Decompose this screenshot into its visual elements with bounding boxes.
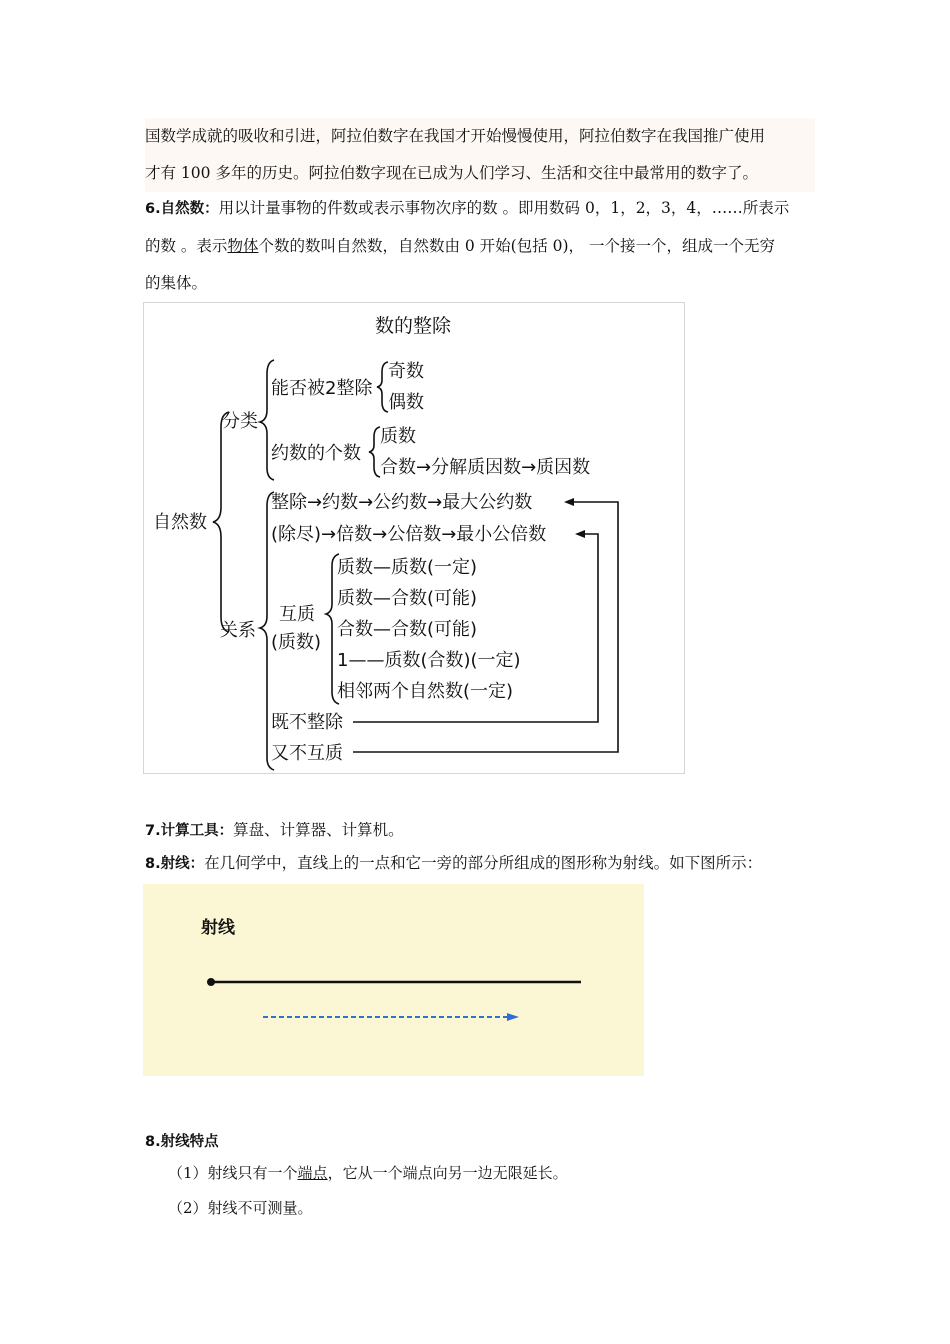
- node-composite-chain: 合数→分解质因数→质因数: [380, 457, 591, 478]
- sec8-label: 8.射线: [145, 856, 190, 872]
- section-ray: 8.射线：在几何学中，直线上的一点和它一旁的部分所组成的图形称为射线。如下图所示：: [145, 854, 763, 872]
- ray-figure-label: 射线: [201, 918, 235, 938]
- node-coprime-sub: (质数): [271, 632, 322, 653]
- intro-line-2: 才有 100 多年的历史。阿拉伯数字现在已成为人们学习、生活和交往中最常用的数字了。: [145, 155, 815, 192]
- coprime-item-4: 1——质数(合数)(一定): [337, 650, 521, 671]
- node-root: 自然数: [153, 512, 207, 533]
- node-not-divisible: 既不整除: [271, 712, 343, 733]
- sec6-label: 6.自然数: [145, 201, 205, 217]
- node-divisor-count: 约数的个数: [271, 443, 361, 464]
- node-parity: 能否被2整除: [271, 378, 373, 399]
- sec6-line-1: 6.自然数：用以计量事物的件数或表示事物次序的数 。即用数码 0，1，2，3，4，……所表示: [145, 199, 790, 217]
- sec7-label: 7.计算工具: [145, 823, 219, 839]
- ray-feature-2: （2）射线不可测量。: [168, 1199, 313, 1217]
- coprime-item-2: 质数—合数(可能): [337, 588, 478, 609]
- coprime-item-5: 相邻两个自然数(一定): [337, 681, 514, 702]
- ray-figure: [143, 884, 644, 1076]
- intro-line-1: 国数学成就的吸收和引进，阿拉伯数字在我国才开始慢慢使用，阿拉伯数字在我国推广使用: [145, 118, 815, 155]
- node-classify: 分类: [222, 411, 258, 432]
- node-chain-lcm: (除尽)→倍数→公倍数→最小公倍数: [271, 524, 547, 545]
- node-coprime: 互质: [279, 604, 315, 625]
- ray-feature-1: （1）射线只有一个端点，它从一个端点向另一边无限延长。: [168, 1164, 568, 1182]
- ray-features-heading: 8.射线特点: [145, 1134, 219, 1150]
- intro-paragraph: [145, 118, 815, 192]
- sec8-text: 在几何学中，直线上的一点和它一旁的部分所组成的图形称为射线。如下图所示：: [204, 854, 763, 872]
- coprime-item-1: 质数—质数(一定): [337, 557, 478, 578]
- node-odd: 奇数: [388, 361, 424, 382]
- link-objects[interactable]: 物体: [227, 237, 259, 255]
- sec7-text: 算盘、计算器、计算机。: [233, 821, 404, 839]
- node-even: 偶数: [388, 392, 424, 413]
- section-tools: 7.计算工具：算盘、计算器、计算机。: [145, 821, 404, 839]
- link-endpoint[interactable]: 端点: [297, 1164, 328, 1182]
- section-natural-numbers: [145, 190, 815, 302]
- divisibility-diagram: [143, 302, 686, 775]
- node-chain-gcd: 整除→约数→公约数→最大公约数: [271, 492, 533, 513]
- node-not-coprime: 又不互质: [271, 743, 343, 764]
- diagram-title: 数的整除: [375, 315, 452, 337]
- node-relation: 关系: [220, 620, 256, 641]
- sec6-line-2: 的数 。表示物体个数的数叫自然数，自然数由 0 开始(包括 0)， 一个接一个，组成一个无穷: [145, 237, 775, 255]
- sec6-line-3: 的集体。: [145, 274, 208, 292]
- coprime-item-3: 合数—合数(可能): [337, 619, 478, 640]
- node-prime: 质数: [380, 426, 416, 447]
